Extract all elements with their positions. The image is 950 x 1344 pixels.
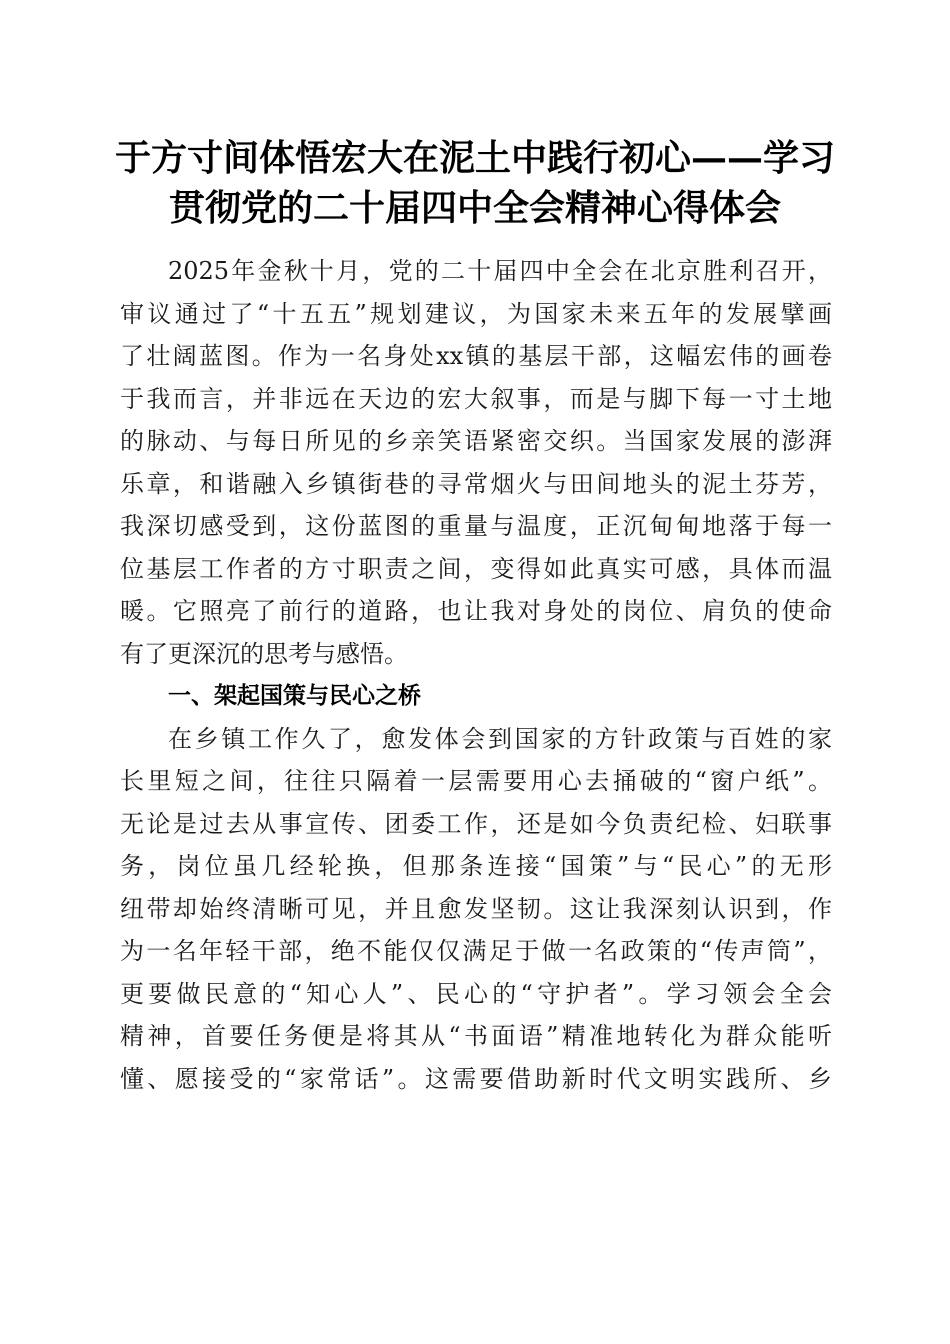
paragraph-1-line: 位基层工作者的方寸职责之间，变得如此真实可感，具体而温	[120, 554, 832, 583]
paragraph-1-line: 了壮阔蓝图。作为一名身处xx镇的基层干部，这幅宏伟的画卷	[120, 342, 832, 370]
paragraph-1-line: 乐章，和谐融入乡镇街巷的寻常烟火与田间地头的泥土芬芳，	[120, 469, 832, 498]
paragraph-2-line: 务，岗位虽几经轮换，但那条连接“国策”与“民心”的无形	[120, 852, 832, 880]
section-1-heading: 一、架起国策与民心之桥	[168, 683, 421, 709]
title-line-2: 贯彻党的二十届四中全会精神心得体会	[168, 187, 781, 229]
paragraph-1-line: 2025年金秋十月，党的二十届四中全会在北京胜利召开，	[168, 257, 832, 285]
paragraph-2-line: 为一名年轻干部，绝不能仅仅满足于做一名政策的“传声筒”，	[120, 937, 832, 965]
paragraph-1-line: 我深切感受到，这份蓝图的重量与温度，正沉甸甸地落于每一	[120, 512, 832, 540]
paragraph-1-line: 审议通过了“十五五”规划建议，为国家未来五年的发展擘画	[120, 299, 832, 328]
document-title	[100, 133, 850, 233]
paragraph-2-line: 无论是过去从事宣传、团委工作，还是如今负责纪检、妇联事	[120, 809, 832, 838]
paragraph-1-line: 于我而言，并非远在天边的宏大叙事，而是与脚下每一寸土地	[120, 384, 832, 413]
paragraph-2-line: 更要做民意的“知心人”、民心的“守护者”。学习领会全会	[120, 979, 832, 1008]
paragraph-2-line: 纽带却始终清晰可见，并且愈发坚韧。这让我深刻认识到，作	[120, 894, 832, 923]
title-line-1: 于方寸间体悟宏大在泥土中践行初心——学习	[114, 137, 835, 179]
paragraph-2-line: 在乡镇工作久了，愈发体会到国家的方针政策与百姓的家	[168, 724, 832, 753]
paragraph-1-line: 有了更深沉的思考与感悟。	[120, 639, 408, 668]
document-body	[120, 250, 832, 1100]
paragraph-2-line: 长里短之间，往往只隔着一层需要用心去捅破的“窗户纸”。	[120, 767, 832, 795]
paragraph-2-line: 懂、愿接受的“家常话”。这需要借助新时代文明实践所、乡	[120, 1064, 832, 1093]
paragraph-1-line: 的脉动、与每日所见的乡亲笑语紧密交织。当国家发展的澎湃	[120, 427, 832, 455]
paragraph-2-line: 精神，首要任务便是将其从“书面语”精准地转化为群众能听	[120, 1022, 832, 1050]
paragraph-1-line: 暖。它照亮了前行的道路，也让我对身处的岗位、肩负的使命	[120, 597, 832, 625]
